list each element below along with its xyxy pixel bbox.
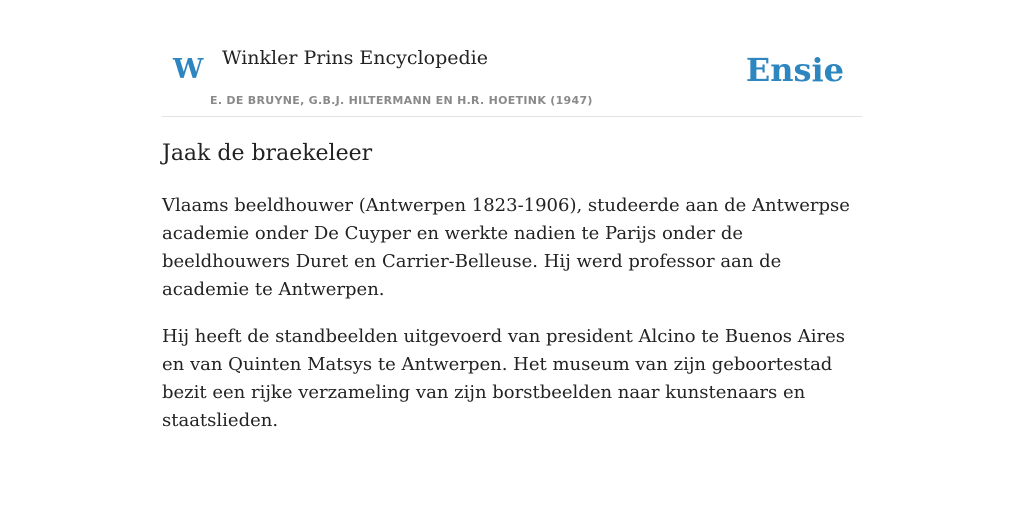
source-header <box>162 0 862 117</box>
article-paragraph: Vlaams beeldhouwer (Antwerpen 1823-1906), studeerde aan de Antwerpse academie onder De Cuyper en werkte nadien te Parijs onder de beeldhouwers Duret en Carrier-Belleuse. Hij werd professor aan de academie te Antwerpen. <box>162 195 850 300</box>
article-paragraph: Hij heeft de standbeelden uitgevoerd van president Alcino te Buenos Aires en van Quinten Matsys te Antwerpen. Het museum van zijn geboortestad bezit een rijke verzameling van zijn borstbeelden naar kunstenaars en staatslieden. <box>162 326 845 431</box>
article-title: Jaak de braekeleer <box>162 141 373 166</box>
source-title[interactable]: Winkler Prins Encyclopedie <box>222 47 488 69</box>
article <box>162 136 862 435</box>
ensie-logo-link[interactable]: Ensie <box>745 51 844 89</box>
source-authors: E. DE BRUYNE, G.B.J. HILTERMANN EN H.R. HOETINK (1947) <box>210 94 593 107</box>
source-logo[interactable]: W <box>173 54 204 85</box>
